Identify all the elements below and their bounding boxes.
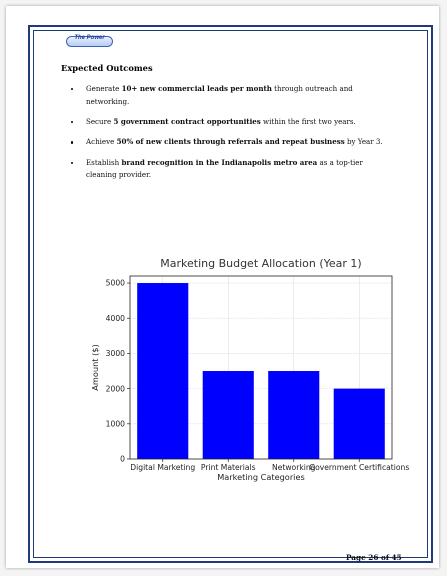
bar <box>203 371 254 459</box>
bar <box>137 283 188 459</box>
page-border <box>28 25 433 563</box>
chart-title: Marketing Budget Allocation (Year 1) <box>160 257 362 270</box>
outcome-highlight: 10+ new commercial leads per month <box>121 84 272 93</box>
y-tick-label: 2000 <box>105 384 125 394</box>
bar-chart <box>86 250 426 490</box>
outcome-text: Secure <box>86 116 114 126</box>
outcome-text: by Year 3. <box>344 137 383 147</box>
outcome-item <box>69 116 389 129</box>
y-tick-label: 4000 <box>105 313 125 323</box>
outcome-text: through outreach and networking. <box>86 84 353 106</box>
y-tick-label: 3000 <box>105 349 125 359</box>
outcome-item <box>69 136 389 149</box>
outcome-highlight: brand recognition in the Indianapolis metro area <box>121 157 318 167</box>
document-page <box>6 6 439 568</box>
x-tick-label: Networking <box>272 463 316 472</box>
outcome-text: within the first two years. <box>260 116 356 126</box>
outcome-item <box>69 83 389 108</box>
page-number: Page 26 of 45 <box>346 553 402 562</box>
bar <box>268 371 319 459</box>
outcome-text: as a top-tier cleaning provider. <box>86 157 363 180</box>
outcome-highlight: 50% of new clients through referrals and repeat business <box>116 137 345 147</box>
x-tick-label: Government Certifications <box>309 463 410 472</box>
outcome-highlight: 5 government contract opportunities <box>113 116 261 126</box>
y-tick-label: 0 <box>120 454 125 464</box>
logo-text: The Power <box>74 35 105 41</box>
x-tick-label: Print Materials <box>200 463 256 472</box>
y-tick-label: 1000 <box>105 419 125 429</box>
bar <box>334 389 385 459</box>
x-axis-label: Marketing Categories <box>217 472 305 482</box>
outcome-text: Generate <box>86 84 122 93</box>
section-heading: Expected Outcomes <box>61 63 153 73</box>
company-logo <box>66 36 113 47</box>
outcome-item <box>69 157 389 182</box>
outcomes-list <box>69 83 389 190</box>
outcome-text: Establish <box>86 157 122 167</box>
y-axis-label: Amount ($) <box>90 344 100 391</box>
x-tick-label: Digital Marketing <box>130 463 196 472</box>
outcome-text: Achieve <box>86 137 117 147</box>
y-tick-label: 5000 <box>105 278 125 288</box>
